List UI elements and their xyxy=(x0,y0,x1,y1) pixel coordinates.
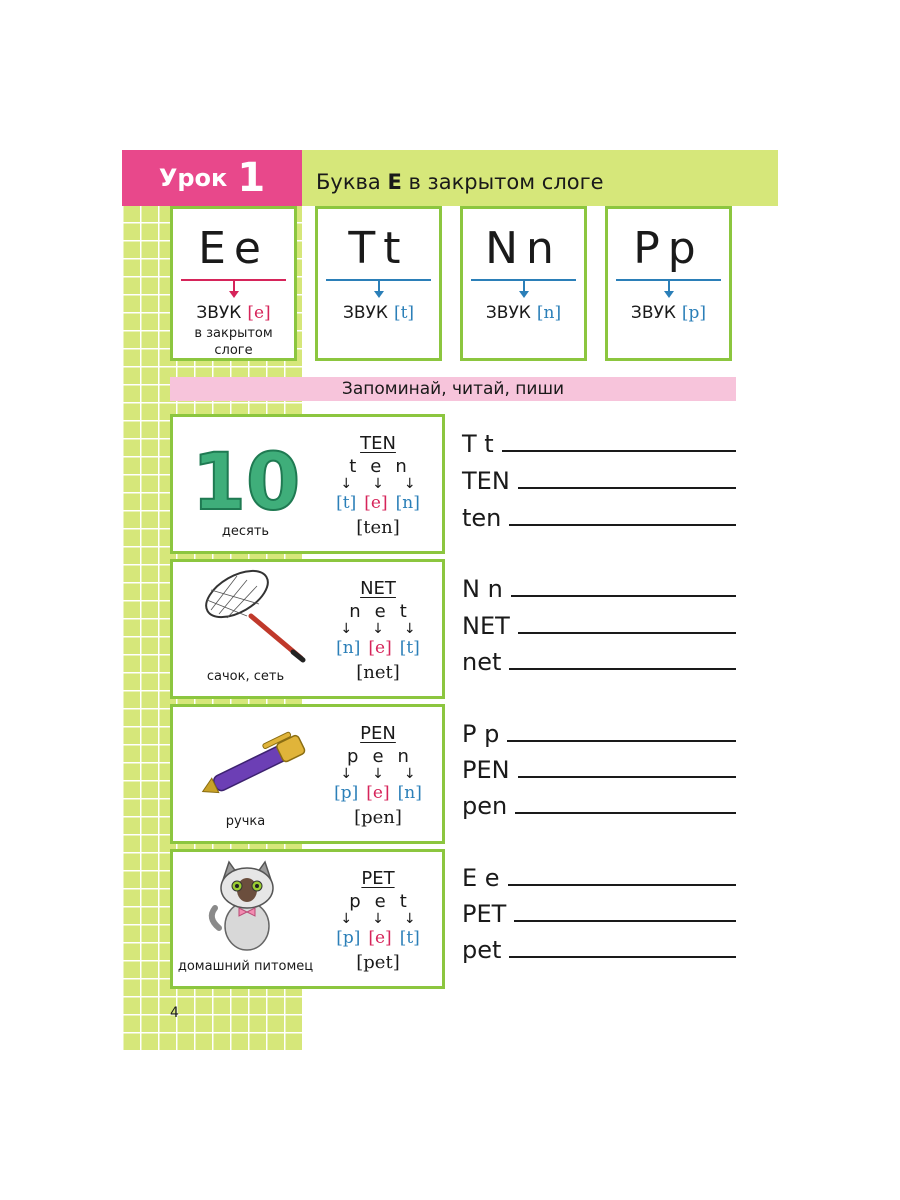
phoneme: [p] xyxy=(681,303,707,323)
letter: n xyxy=(349,601,361,622)
down-arrows-icon: ↓ ↓ ↓ xyxy=(340,911,416,927)
writing-line[interactable] xyxy=(518,487,736,489)
word-breakdown xyxy=(323,868,433,973)
sound-line xyxy=(463,303,584,323)
lesson-number: 1 xyxy=(237,155,266,201)
letter-pair: Nn xyxy=(485,223,562,274)
letter: t xyxy=(399,601,407,622)
transcription: [net] xyxy=(356,662,400,683)
lesson-title xyxy=(316,170,604,194)
practice-label: NET xyxy=(462,612,510,640)
practice-row[interactable] xyxy=(462,502,736,532)
number-ten-icon xyxy=(191,437,301,528)
arrowhead-icon xyxy=(519,291,529,298)
word-card-ten xyxy=(170,414,445,554)
letter: t xyxy=(399,891,407,912)
practice-row[interactable] xyxy=(462,610,736,640)
sound-line xyxy=(608,303,729,323)
word-caption: десять xyxy=(221,524,270,539)
practice-label: net xyxy=(462,648,502,676)
practice-label: TEN xyxy=(462,467,510,495)
phoneme: [e] xyxy=(247,303,271,323)
phoneme: [e] xyxy=(366,783,390,803)
word-breakdown xyxy=(323,723,433,828)
transcription: [ten] xyxy=(356,517,400,538)
word: PET xyxy=(361,868,395,889)
sound-line xyxy=(173,303,294,323)
phoneme: [n] xyxy=(397,783,422,803)
instruction-text: Запоминай, читай, пиши xyxy=(341,379,565,399)
letter: p xyxy=(347,746,359,767)
writing-line[interactable] xyxy=(508,884,736,886)
sound-line xyxy=(318,303,439,323)
practice-row[interactable] xyxy=(462,573,736,603)
practice-row[interactable] xyxy=(462,790,736,820)
word-card-pet xyxy=(170,849,445,989)
practice-label: PEN xyxy=(462,756,510,784)
lesson-tab xyxy=(122,150,302,206)
phoneme: [t] xyxy=(399,638,420,658)
letter: e xyxy=(374,601,386,622)
practice-label: ten xyxy=(462,504,502,532)
letter-card-t xyxy=(315,206,442,361)
writing-line[interactable] xyxy=(518,632,736,634)
title-suffix: в закрытом слоге xyxy=(408,170,604,194)
letter: n xyxy=(397,746,409,767)
practice-label: E e xyxy=(462,864,500,892)
practice-label: T t xyxy=(462,430,494,458)
practice-label: PET xyxy=(462,900,507,928)
practice-label: pen xyxy=(462,792,508,820)
practice-label: N n xyxy=(462,575,503,603)
transcription: [pen] xyxy=(354,807,402,828)
cat-icon xyxy=(205,858,289,953)
practice-row[interactable] xyxy=(462,754,736,784)
letter: e xyxy=(374,891,386,912)
pen-icon xyxy=(193,727,313,807)
down-arrows-icon: ↓ ↓ ↓ xyxy=(340,621,416,637)
letter: n xyxy=(395,456,407,477)
practice-row[interactable] xyxy=(462,898,736,928)
writing-line[interactable] xyxy=(511,595,736,597)
writing-line[interactable] xyxy=(518,776,736,778)
phoneme: [p] xyxy=(334,783,359,803)
phoneme: [t] xyxy=(336,493,357,513)
word-letters xyxy=(323,746,433,767)
phoneme: [p] xyxy=(336,928,361,948)
phoneme: [e] xyxy=(364,493,388,513)
word: PEN xyxy=(360,723,396,744)
phonemes xyxy=(323,783,433,803)
word: NET xyxy=(360,578,396,599)
letter-card-n xyxy=(460,206,587,361)
sound-note xyxy=(173,325,294,359)
letter-pair: Tt xyxy=(348,223,409,274)
phoneme: [e] xyxy=(368,928,392,948)
writing-line[interactable] xyxy=(507,740,736,742)
practice-row[interactable] xyxy=(462,934,736,964)
sound-note-line2: слоге xyxy=(214,343,253,358)
letter-card-p xyxy=(605,206,732,361)
writing-line[interactable] xyxy=(514,920,736,922)
word-caption: сачок, сеть xyxy=(206,669,285,684)
word: TEN xyxy=(360,433,396,454)
letter-card-e xyxy=(170,206,297,361)
writing-line[interactable] xyxy=(509,668,736,670)
phoneme: [e] xyxy=(368,638,392,658)
phonemes xyxy=(323,638,433,658)
phoneme: [t] xyxy=(393,303,415,323)
word-letters xyxy=(323,601,433,622)
sound-label: ЗВУК xyxy=(342,303,388,323)
down-arrows-icon: ↓ ↓ ↓ xyxy=(340,476,416,492)
title-letter: E xyxy=(387,170,402,194)
practice-label: P p xyxy=(462,720,500,748)
word-card-pen xyxy=(170,704,445,844)
practice-row[interactable] xyxy=(462,718,736,748)
arrowhead-icon xyxy=(664,291,674,298)
writing-line[interactable] xyxy=(515,812,736,814)
transcription: [pet] xyxy=(356,952,400,973)
word-caption: домашний питомец xyxy=(177,959,314,974)
sound-label: ЗВУК xyxy=(630,303,676,323)
sound-label: ЗВУК xyxy=(196,303,242,323)
word-breakdown xyxy=(323,433,433,538)
sound-label: ЗВУК xyxy=(485,303,531,323)
down-arrows-icon: ↓ ↓ ↓ xyxy=(340,766,416,782)
letter: p xyxy=(349,891,361,912)
butterfly-net-icon xyxy=(197,570,309,665)
letter: e xyxy=(370,456,382,477)
arrowhead-icon xyxy=(229,291,239,298)
practice-row[interactable] xyxy=(462,465,736,495)
phonemes xyxy=(323,493,433,513)
title-prefix: Буква xyxy=(316,170,381,194)
page-number: 4 xyxy=(170,1005,179,1021)
practice-label: pet xyxy=(462,936,502,964)
word-breakdown xyxy=(323,578,433,683)
practice-row[interactable] xyxy=(462,428,736,458)
sound-note-line1: в закрытом xyxy=(194,326,273,341)
word-letters xyxy=(323,891,433,912)
practice-row[interactable] xyxy=(462,862,736,892)
letter-pair: Pp xyxy=(633,223,704,274)
phoneme: [n] xyxy=(536,303,562,323)
word-caption: ручка xyxy=(225,814,266,829)
letter-pair: Ee xyxy=(198,223,269,274)
writing-line[interactable] xyxy=(509,956,736,958)
phoneme: [n] xyxy=(336,638,361,658)
arrowhead-icon xyxy=(374,291,384,298)
phoneme: [t] xyxy=(399,928,420,948)
number-ten-digits: 10 xyxy=(191,438,301,528)
word-card-net xyxy=(170,559,445,699)
letter: e xyxy=(372,746,384,767)
writing-line[interactable] xyxy=(502,450,736,452)
phonemes xyxy=(323,928,433,948)
phoneme: [n] xyxy=(395,493,420,513)
letter: t xyxy=(349,456,357,477)
word-letters xyxy=(323,456,433,477)
writing-line[interactable] xyxy=(509,524,736,526)
practice-row[interactable] xyxy=(462,646,736,676)
lesson-word: Урок xyxy=(158,164,228,192)
